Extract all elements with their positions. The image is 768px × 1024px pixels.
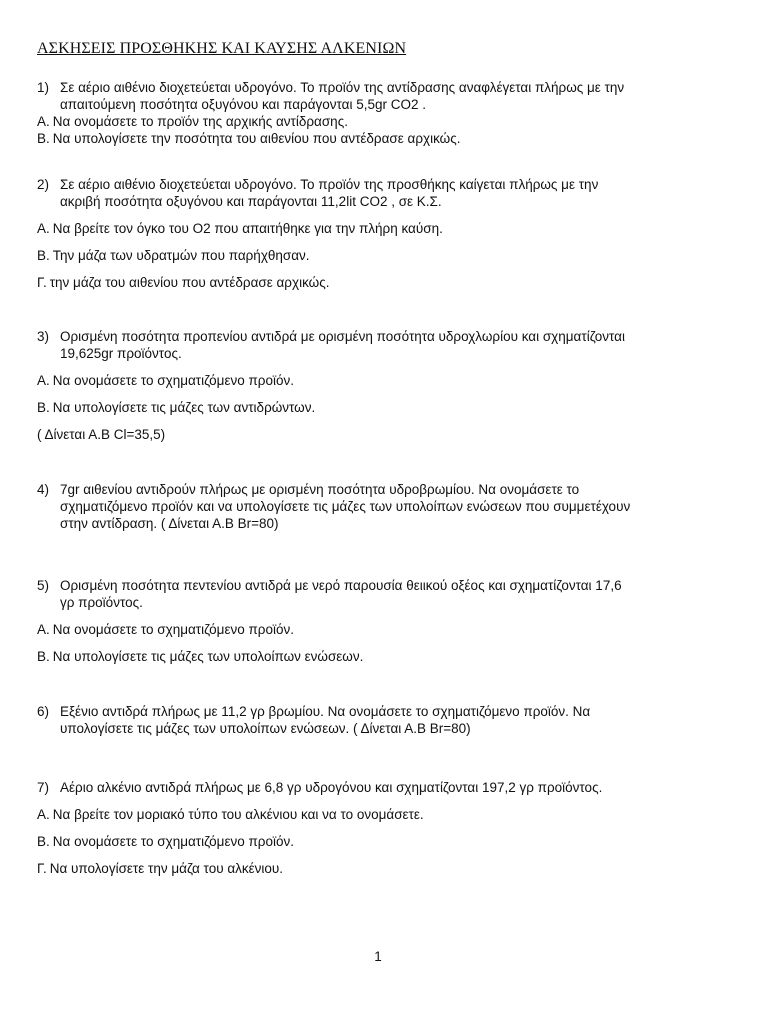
exercise-number: 5) [37, 578, 50, 593]
part-letter: Β. [37, 400, 50, 415]
exercise-part [37, 274, 737, 291]
exercise-part [37, 130, 737, 147]
exercise-number: 1) [37, 80, 50, 95]
exercise-4 [37, 481, 737, 532]
exercise-5 [37, 577, 737, 665]
exercise-number: 2) [37, 177, 50, 192]
part-letter: Α. [37, 114, 50, 129]
exercise-number: 4) [37, 482, 50, 497]
part-text: Να υπολογίσετε την ποσότητα του αιθενίου που αντέδρασε αρχικώς. [52, 131, 461, 146]
part-text: ( Δίνεται Α.Β Cl=35,5) [37, 427, 166, 442]
exercise-6 [37, 703, 737, 737]
exercise-part [37, 399, 737, 416]
part-text: την μάζα του αιθενίου που αντέδρασε αρχικώς. [49, 275, 330, 290]
exercise-line: ακριβή ποσότητα οξυγόνου και παράγονται 11,2lit CO2 , σε Κ.Σ. [60, 194, 442, 209]
part-letter: Α. [37, 622, 50, 637]
part-letter: Α. [37, 373, 50, 388]
part-text: Να ονομάσετε το προϊόν της αρχικής αντίδρασης. [52, 114, 348, 129]
exercise-line: γρ προϊόντος. [60, 595, 143, 610]
exercise-line: 19,625gr προϊόντος. [60, 346, 182, 361]
exercise-line: σχηματιζόμενο προϊόν και να υπολογίσετε τις μάζες των υπολοίπων ενώσεων που συμμετέχουν [60, 499, 631, 514]
exercise-part [37, 648, 737, 665]
part-text: Να υπολογίσετε τις μάζες των αντιδρώντων. [52, 400, 316, 415]
exercise-note [37, 426, 737, 443]
document-title: ΑΣΚΗΣΕΙΣ ΠΡΟΣΘΗΚΗΣ ΚΑΙ ΚΑΥΣΗΣ ΑΛΚΕΝΙΩΝ [37, 40, 407, 57]
part-text: Την μάζα των υδρατμών που παρήχθησαν. [52, 248, 310, 263]
part-letter: Β. [37, 131, 50, 146]
exercise-line: Ορισμένη ποσότητα προπενίου αντιδρά με ορισμένη ποσότητα υδροχλωρίου και σχηματίζονται [60, 329, 625, 344]
part-text: Να υπολογίσετε την μάζα του αλκένιου. [49, 861, 284, 876]
exercise-line: Εξένιο αντιδρά πλήρως με 11,2 γρ βρωμίου. Να ονομάσετε το σχηματιζόμενο προϊόν. Να [60, 704, 591, 719]
exercise-7 [37, 779, 737, 877]
exercise-number: 3) [37, 329, 50, 344]
exercise-1 [37, 79, 737, 147]
exercise-line: απαιτούμενη ποσότητα οξυγόνου και παράγονται 5,5gr CO2 . [60, 97, 427, 112]
part-text: Να ονομάσετε το σχηματιζόμενο προϊόν. [52, 834, 294, 849]
exercise-line: υπολογίσετε τις μάζες των υπολοίπων ενώσεων. ( Δίνεται Α.Β Br=80) [60, 721, 471, 736]
exercise-number: 6) [37, 704, 50, 719]
exercise-part [37, 860, 737, 877]
part-letter: Β. [37, 834, 50, 849]
exercise-line: 7gr αιθενίου αντιδρούν πλήρως με ορισμένη ποσότητα υδροβρωμίου. Να ονομάσετε το [60, 482, 580, 497]
page-number: 1 [374, 949, 382, 964]
exercise-line: στην αντίδραση. ( Δίνεται Α.Β Br=80) [60, 516, 279, 531]
part-text: Να ονομάσετε το σχηματιζόμενο προϊόν. [52, 622, 294, 637]
part-letter: Γ. [37, 275, 47, 290]
exercise-2 [37, 176, 737, 291]
exercise-line: Σε αέριο αιθένιο διοχετεύεται υδρογόνο. Το προϊόν της αντίδρασης αναφλέγεται πλήρως με την [60, 80, 625, 95]
part-letter: Α. [37, 221, 50, 236]
part-letter: Β. [37, 649, 50, 664]
exercise-part [37, 806, 737, 823]
exercise-part [37, 247, 737, 264]
part-letter: Γ. [37, 861, 47, 876]
part-letter: Β. [37, 248, 50, 263]
exercise-line: Σε αέριο αιθένιο διοχετεύεται υδρογόνο. Το προϊόν της προσθήκης καίγεται πλήρως με την [60, 177, 599, 192]
exercise-line: Ορισμένη ποσότητα πεντενίου αντιδρά με νερό παρουσία θειικού οξέος και σχηματίζονται 17,6 [60, 578, 622, 593]
part-text: Να υπολογίσετε τις μάζες των υπολοίπων ενώσεων. [52, 649, 364, 664]
exercise-number: 7) [37, 780, 50, 795]
exercise-part [37, 621, 737, 638]
exercise-part [37, 833, 737, 850]
exercise-line: Αέριο αλκένιο αντιδρά πλήρως με 6,8 γρ υδρογόνου και σχηματίζονται 197,2 γρ προϊόντος. [60, 780, 603, 795]
part-text: Να βρείτε τον μοριακό τύπο του αλκένιου και να το ονομάσετε. [52, 807, 424, 822]
exercise-3 [37, 328, 737, 443]
part-text: Να βρείτε τον όγκο του Ο2 που απαιτήθηκε για την πλήρη καύση. [52, 221, 443, 236]
part-letter: Α. [37, 807, 50, 822]
part-text: Να ονομάσετε το σχηματιζόμενο προϊόν. [52, 373, 294, 388]
exercise-part [37, 113, 737, 130]
exercise-part [37, 220, 737, 237]
exercise-part [37, 372, 737, 389]
